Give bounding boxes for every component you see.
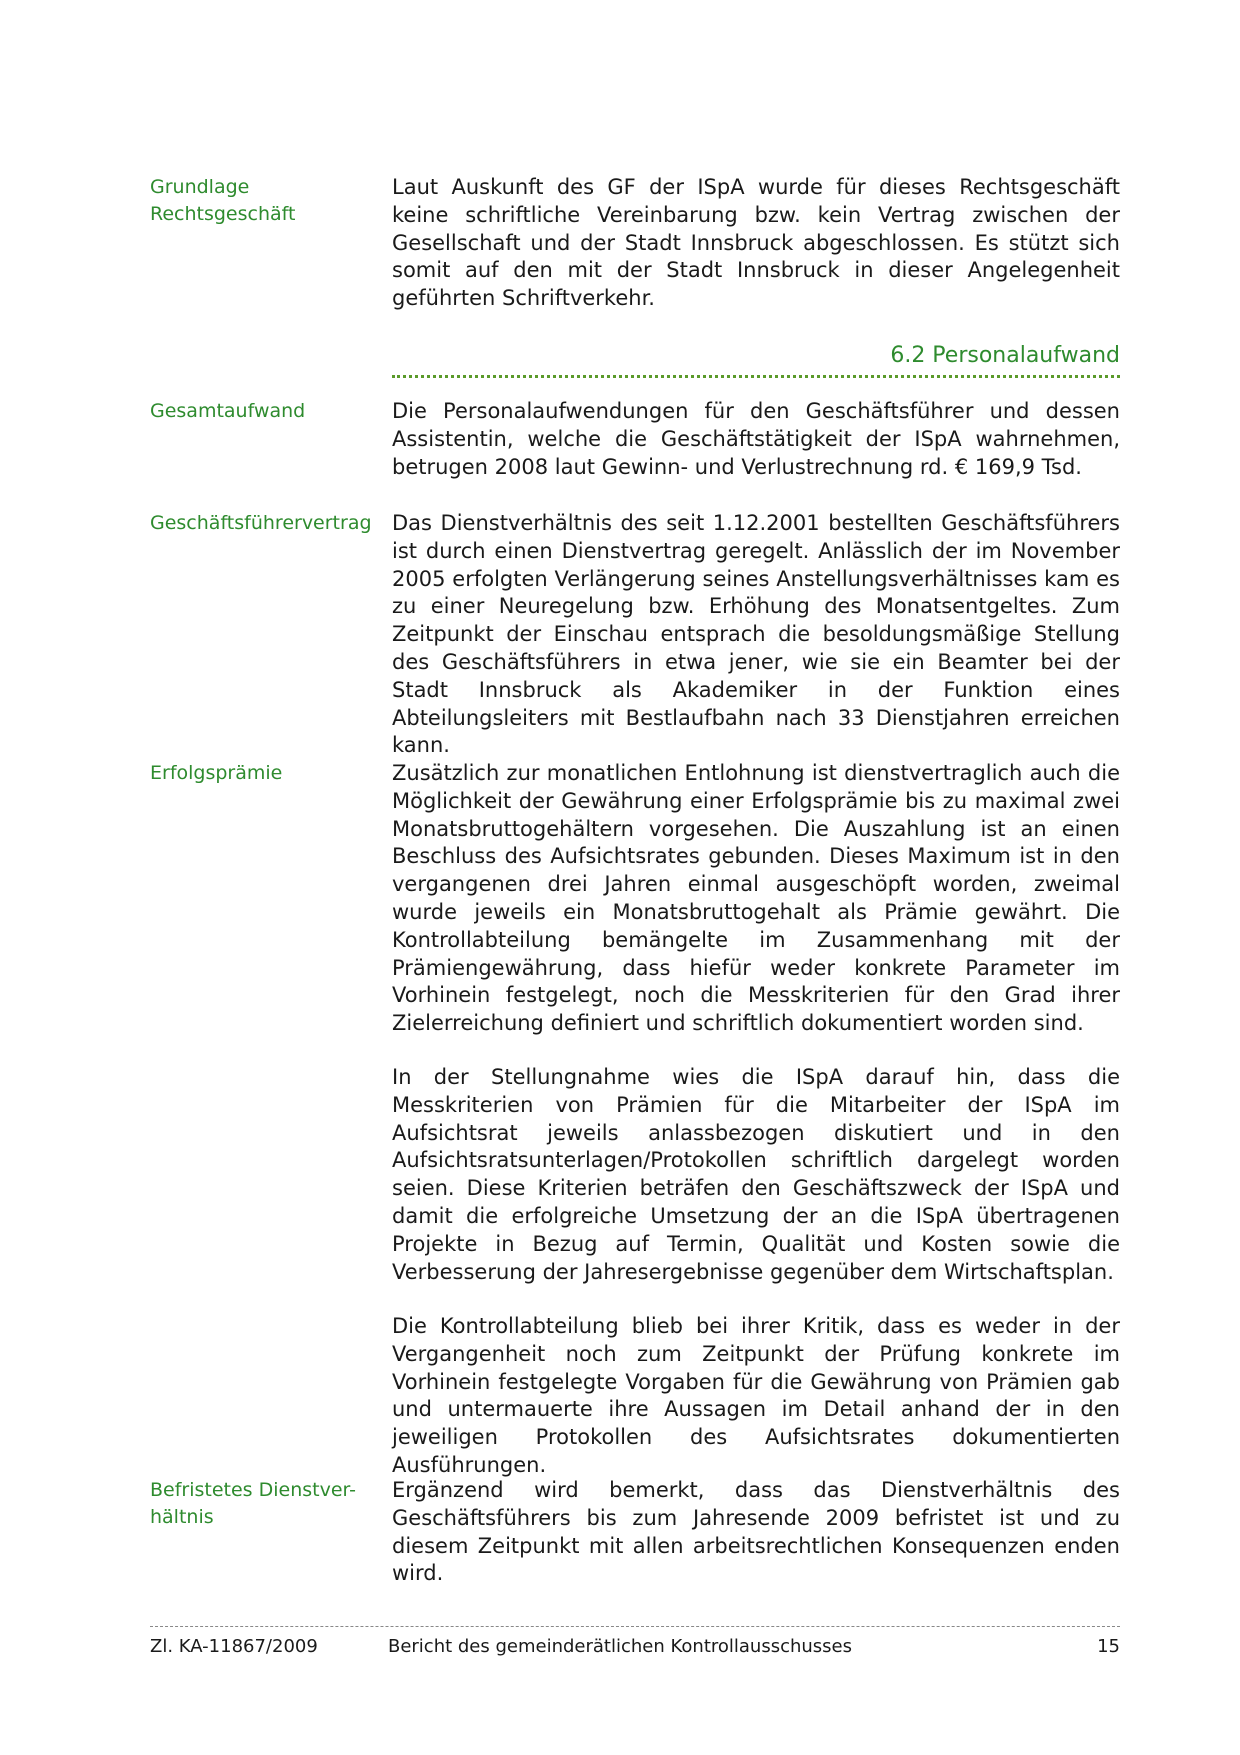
page-number: 15 <box>1097 1636 1120 1657</box>
paragraph-befristetes-dienstverhaeltnis: Ergänzend wird bemerkt, dass das Dienstverhältnis des Geschäftsführers bis zum Jahresende 2009 befristet ist und zu diesem Zeitpunkt mit allen arbeitsrechtlichen Konsequenzen enden wird. <box>392 1478 1120 1586</box>
margin-label-erfolgspraemie: Erfolgsprämie <box>150 762 283 784</box>
margin-label-grundlage: Grundlage Rechtsgeschäft <box>150 176 296 225</box>
paragraph-gesamtaufwand: Die Personalaufwendungen für den Geschäftsführer und dessen Assistentin, welche die Geschäftstätigkeit der ISpA wahrnehmen, betrugen 2008 laut Gewinn- und Verlustrechnung rd. € 169,9 Tsd. <box>392 399 1120 479</box>
margin-label-gesamtaufwand: Gesamtaufwand <box>150 400 306 422</box>
footer-reference: Zl. KA-11867/2009 <box>150 1636 318 1657</box>
footer-title: Bericht des gemeinderätlichen Kontrollausschusses <box>387 1636 853 1657</box>
margin-label-geschaeftsfuehrervertrag: Geschäftsführervertrag <box>150 512 372 534</box>
paragraph-grundlage: Laut Auskunft des GF der ISpA wurde für dieses Rechtsgeschäft keine schriftliche Vereinbarung bzw. kein Vertrag zwischen der Gesellschaft und der Stadt Innsbruck abgeschlossen. Es stützt sich somit auf den mit der Stadt Innsbruck in dieser Angelegenheit geführten Schriftverkehr. <box>392 175 1120 311</box>
paragraph-erfolgspraemie-3: Die Kontrollabteilung blieb bei ihrer Kritik, dass es weder in der Vergangenheit noch zum Zeitpunkt der Prüfung konkrete im Vorhinein festgelegte Vorgaben für die Gewährung von Prämien gab und untermauerte ihre Aussagen im Detail anhand der in den jeweiligen Protokollen des Aufsichtsrates dokumentierten Ausführungen. <box>392 1314 1120 1477</box>
paragraph-geschaeftsfuehrervertrag: Das Dienstverhältnis des seit 1.12.2001 bestellten Geschäftsführers ist durch einen Dienstvertrag geregelt. Anlässlich der im November 2005 erfolgten Verlängerung seines Anstellungsverhältnisses kam es zu einer Neuregelung bzw. Erhöhung des Monatsentgeltes. Zum Zeitpunkt der Einschau entsprach die besoldungsmäßige Stellung des Geschäftsführers in etwa jener, wie sie ein Beamter bei der Stadt Innsbruck als Akademiker in der Funktion eines Abteilungsleiters mit Bestlaufbahn nach 33 Dienstjahren erreichen kann. <box>392 511 1120 758</box>
margin-label-befristetes-dienstverhaeltnis: Befristetes Dienstver- hältnis <box>150 1479 356 1528</box>
footer-divider <box>150 1626 1120 1627</box>
section-heading: 6.2 Personalaufwand <box>890 343 1120 368</box>
section-divider <box>392 375 1120 378</box>
paragraph-erfolgspraemie-1: Zusätzlich zur monatlichen Entlohnung ist dienstvertraglich auch die Möglichkeit der Gewährung einer Erfolgsprämie bis zu maximal zwei Monatsbruttogehältern vorgesehen. Die Auszahlung ist an einen Beschluss des Aufsichtsrates gebunden. Dieses Maximum ist in den vergangenen drei Jahren einmal ausgeschöpft worden, zweimal wurde jeweils ein Monatsbruttogehalt als Prämie gewährt. Die Kontrollabteilung bemängelte im Zusammenhang mit der Prämiengewährung, dass hiefür weder konkrete Parameter im Vorhinein festgelegt, noch die Messkriterien für den Grad ihrer Zielerreichung definiert und schriftlich dokumentiert worden sind. <box>392 761 1120 1036</box>
paragraph-erfolgspraemie-2: In der Stellungnahme wies die ISpA darauf hin, dass die Messkriterien von Prämien für die Mitarbeiter der ISpA im Aufsichtsrat jeweils anlassbezogen diskutiert und in den Aufsichtsratsunterlagen/Protokollen schriftlich dargelegt worden seien. Diese Kriterien beträfen den Geschäftszweck der ISpA und damit die erfolgreiche Umsetzung der an die ISpA übertragenen Projekte in Bezug auf Termin, Qualität und Kosten sowie die Verbesserung der Jahresergebnisse gegenüber dem Wirtschaftsplan. <box>392 1065 1120 1284</box>
